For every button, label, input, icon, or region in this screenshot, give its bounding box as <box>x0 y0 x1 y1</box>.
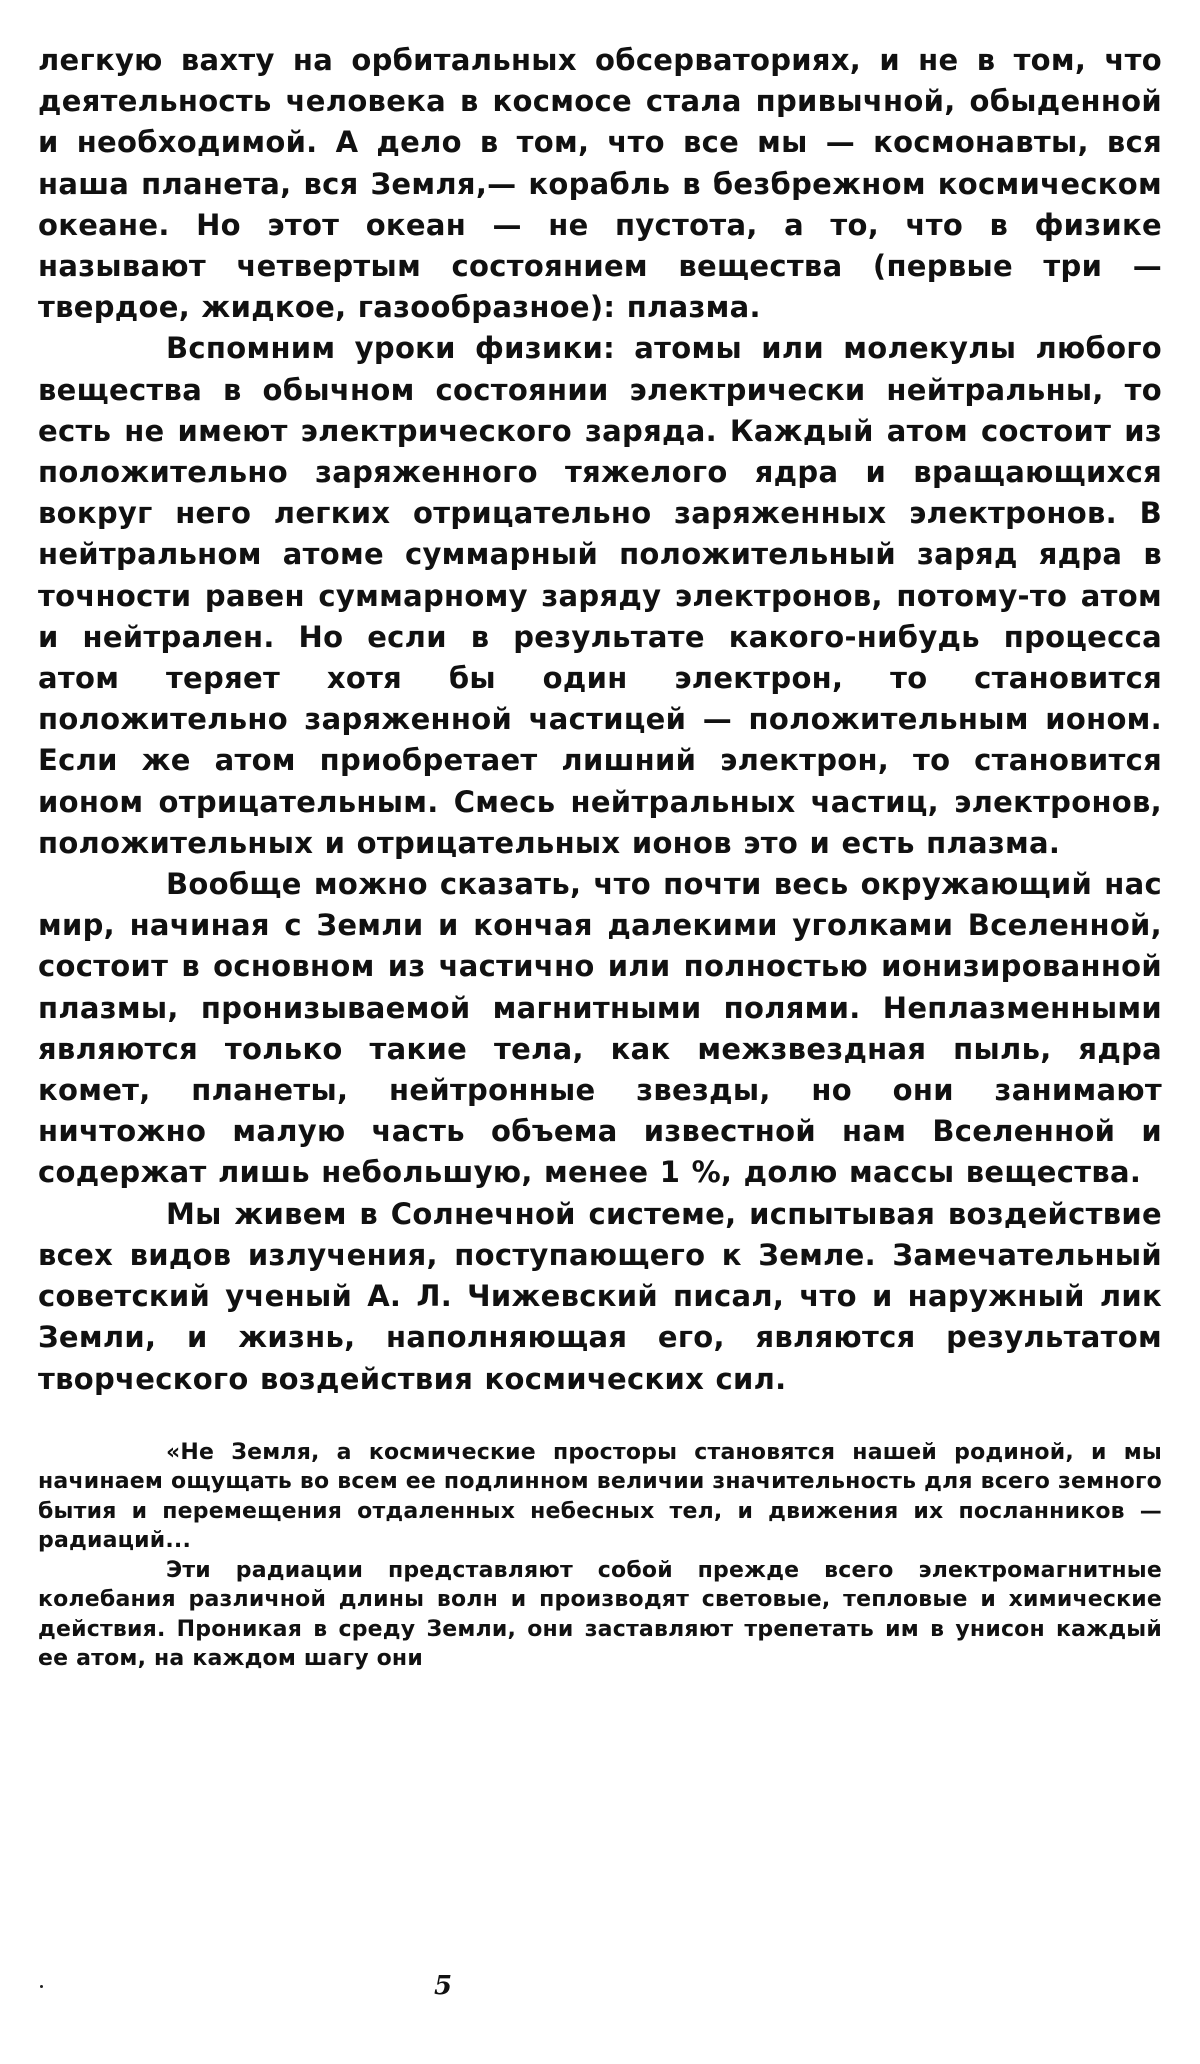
quote-paragraph-1: «Не Земля, а космические просторы становятся нашей родиной, и мы начинаем ощущать во всем ее подлинном величии значительность для всего земного бытия и перемещения отдаленных небесных тел, и движения их посланников — радиаций... <box>38 1439 1162 1554</box>
quote-paragraph-2: Эти радиации представляют собой прежде всего электромагнитные колебания различной длины волн и производят световые, тепловые и химические действия. Проникая в среду Земли, они заставляют трепетать им в унисон каждый ее атом, на каждом шагу они <box>38 1557 1162 1672</box>
page-content <box>38 40 1162 1674</box>
paragraph-3: Вообще можно сказать, что почти весь окружающий нас мир, начиная с Земли и кончая далекими уголками Вселенной, состоит в основном из частично или полностью ионизированной плазмы, пронизываемой магнитными полями. Неплазменными являются только такие тела, как межзвездная пыль, ядра комет, планеты, нейтронные звезды, но они занимают ничтожно малую часть объема известной нам Вселенной и содержат лишь небольшую, менее 1 %, долю массы вещества. <box>38 867 1162 1190</box>
print-speck <box>40 1985 43 1988</box>
quotation-block <box>38 1438 1162 1674</box>
paragraph-1: легкую вахту на орбитальных обсерваториях, и не в том, что деятельность человека в космосе стала привычной, обыденной и необходимой. А дело в том, что все мы — космонавты, вся наша планета, вся Земля,— корабль в безбрежном космическом океане. Но этот океан — не пустота, а то, что в физике называют четвертым состоянием вещества (первые три — твердое, жидкое, газообразное): плазма. <box>38 43 1162 325</box>
main-text <box>38 40 1162 1400</box>
paragraph-4: Мы живем в Солнечной системе, испытывая воздействие всех видов излучения, поступающего к Земле. Замечательный советский ученый А. Л. Чижевский писал, что и наружный лик Земли, и жизнь, наполняющая его, являются результатом творческого воздействия космических сил. <box>38 1196 1162 1396</box>
page-number: 5 <box>434 1971 453 2001</box>
paragraph-2: Вспомним уроки физики: атомы или молекулы любого вещества в обычном состоянии электрически нейтральны, то есть не имеют электрического заряда. Каждый атом состоит из положительно заряженного тяжелого ядра и вращающихся вокруг него легких отрицательно заряженных электронов. В нейтральном атоме суммарный положительный заряд ядра в точности равен суммарному заряду электронов, потому-то атом и нейтрален. Но если в результате какого-нибудь процесса атом теряет хотя бы один электрон, то становится положительно заряженной частицей — положительным ионом. Если же атом приобретает лишний электрон, то становится ионом отрицательным. Смесь нейтральных частиц, электронов, положительных и отрицательных ионов это и есть плазма. <box>38 331 1162 860</box>
